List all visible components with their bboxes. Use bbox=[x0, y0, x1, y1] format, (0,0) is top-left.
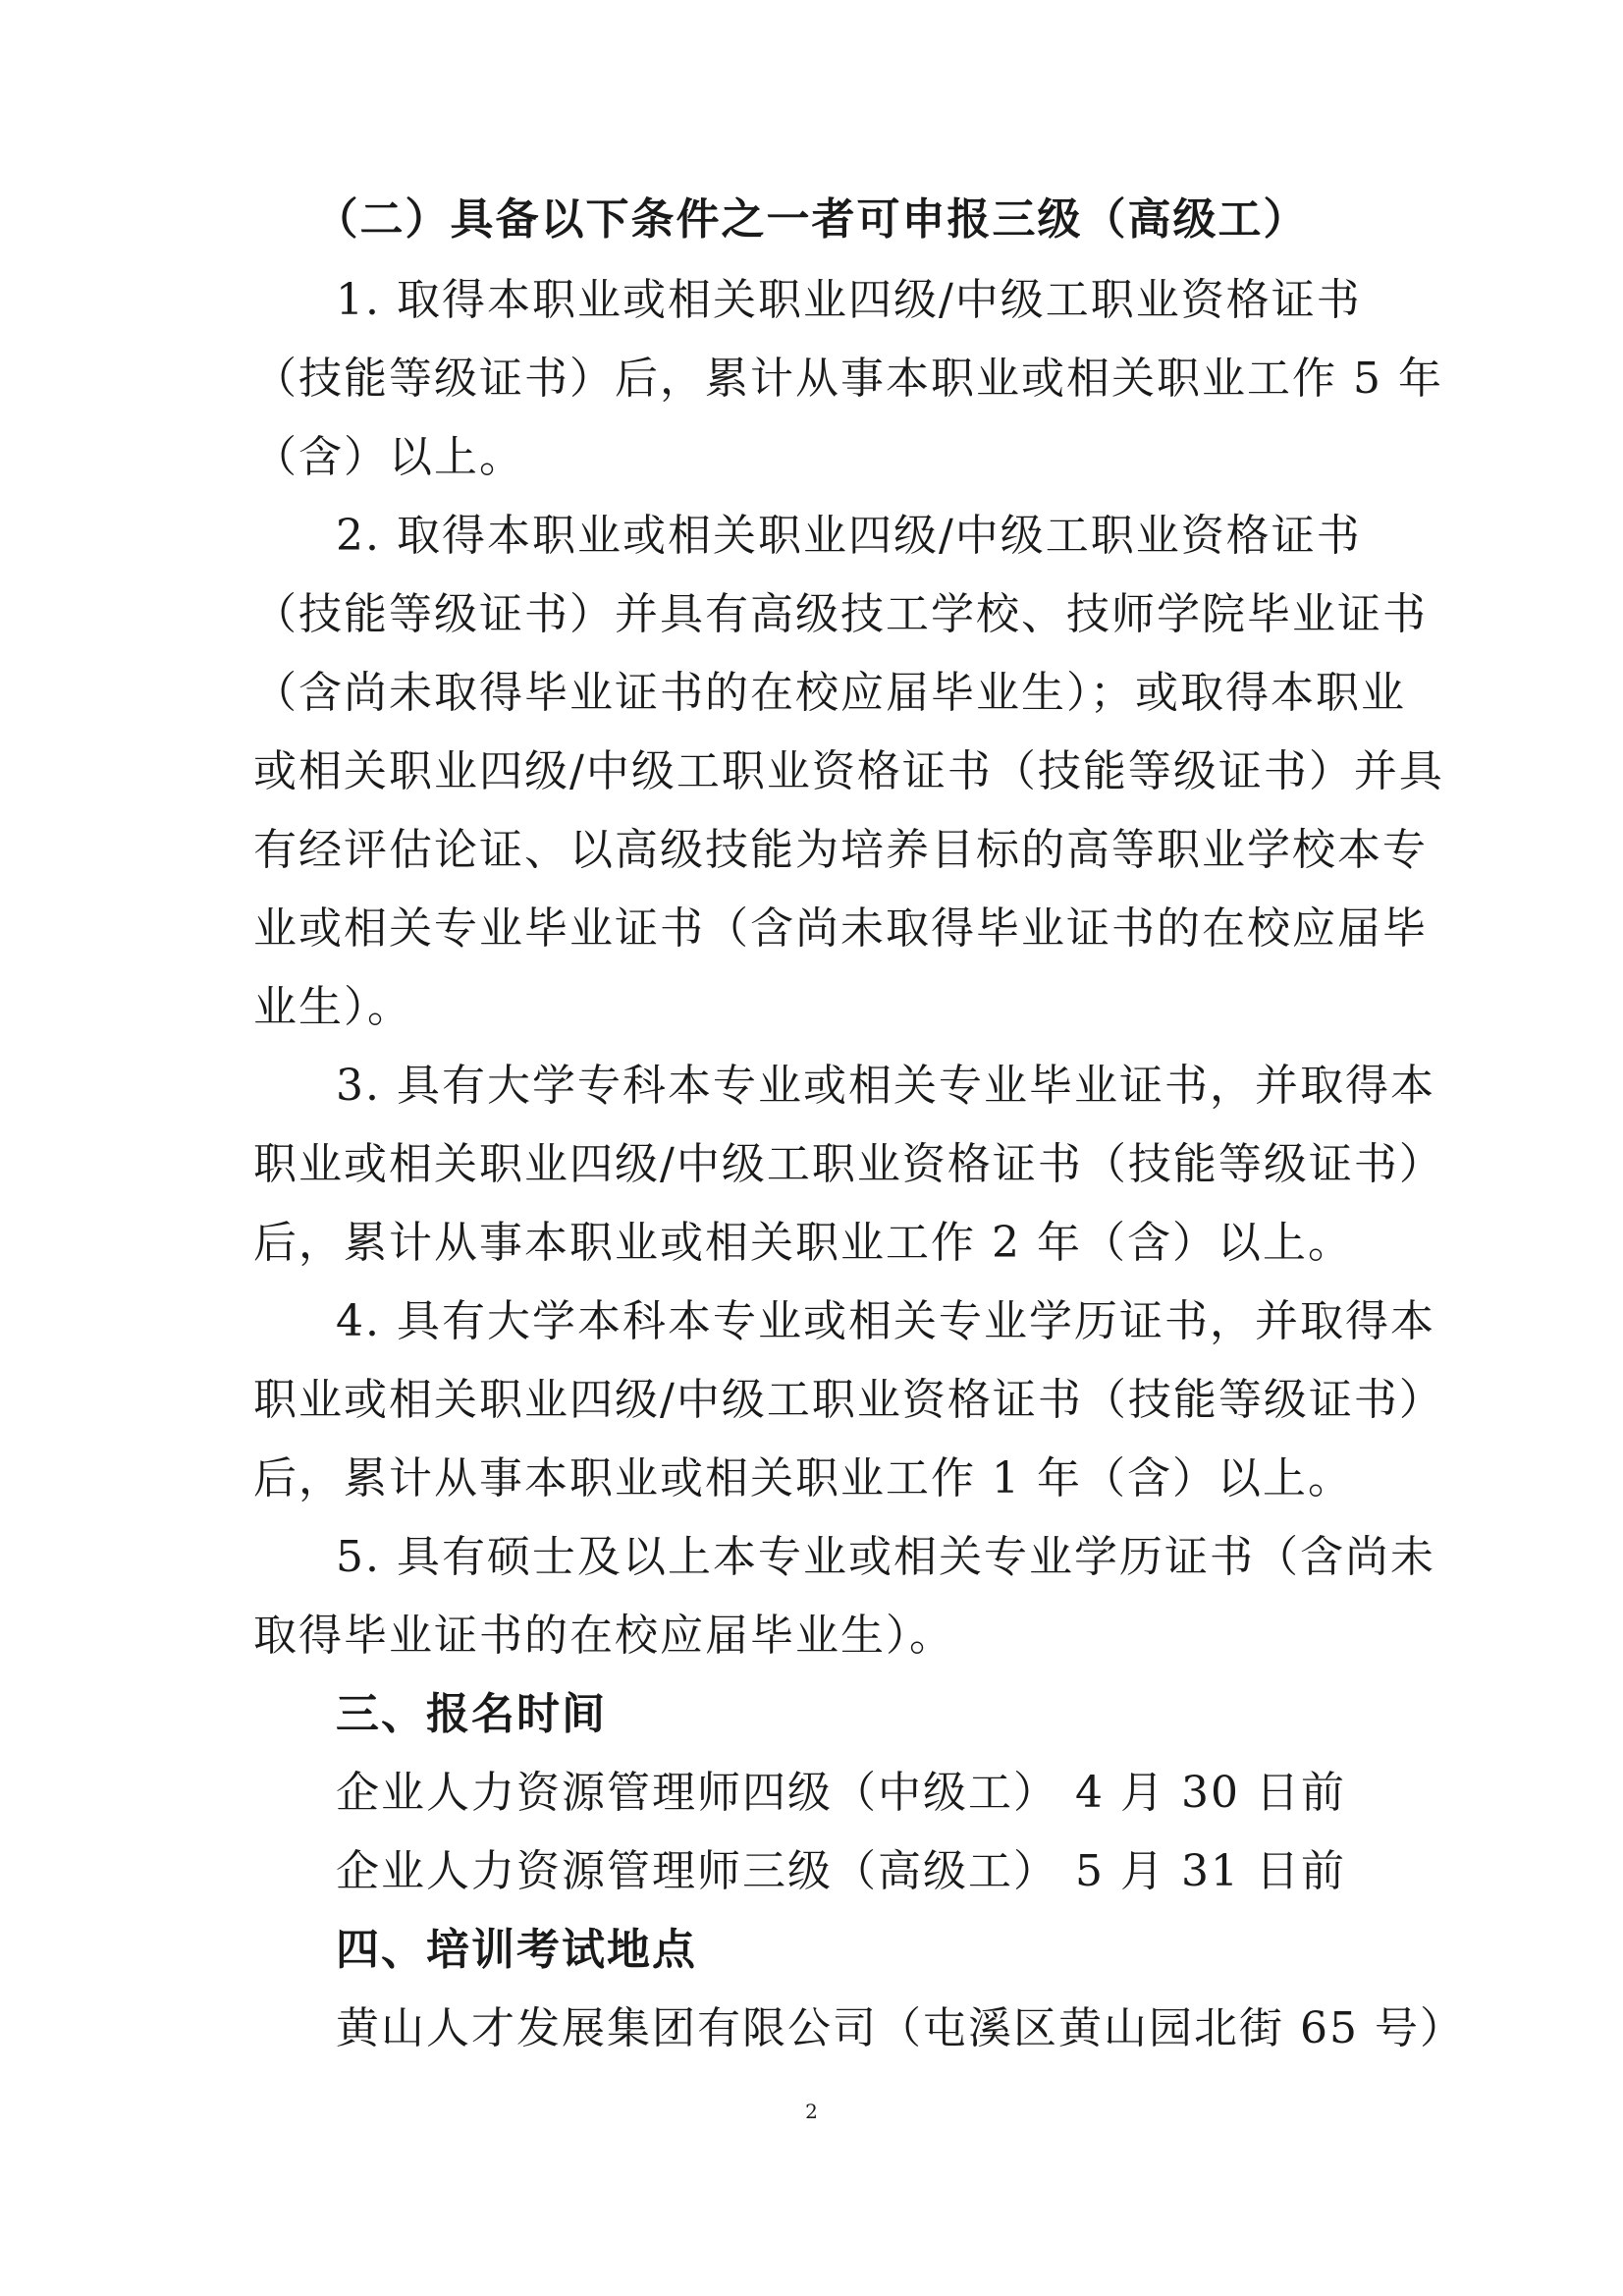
location-heading: 四、培训考试地点 bbox=[336, 1925, 697, 1975]
item-line: （含尚未取得毕业证书的在校应届毕业生）；或取得本职业 bbox=[253, 668, 1406, 718]
item-line: 业或相关专业毕业证书（含尚未取得毕业证书的在校应届毕 bbox=[253, 903, 1428, 954]
location-address: 黄山人才发展集团有限公司（屯溪区黄山园北街 65 号） bbox=[336, 2003, 1465, 2053]
item-line: （技能等级证书）后，累计从事本职业或相关职业工作 5 年 bbox=[253, 354, 1443, 404]
registration-deadline: 4 月 30 日前 bbox=[1075, 1768, 1346, 1818]
item-line: 取得毕业证书的在校应届毕业生）。 bbox=[253, 1611, 954, 1661]
item-line: 或相关职业四级/中级工职业资格证书（技能等级证书）并具 bbox=[253, 746, 1444, 796]
item-line: 有经评估论证、以高级技能为培养目标的高等职业学校本专 bbox=[253, 825, 1428, 875]
item-line: 业生）。 bbox=[253, 982, 412, 1032]
registration-level: 企业人力资源管理师三级（高级工） bbox=[336, 1846, 1058, 1896]
item-line: 3. 具有大学专科本专业或相关专业毕业证书，并取得本 bbox=[336, 1061, 1435, 1111]
item-line: 2. 取得本职业或相关职业四级/中级工职业资格证书 bbox=[336, 511, 1362, 561]
registration-level: 企业人力资源管理师四级（中级工） bbox=[336, 1768, 1058, 1818]
registration-heading: 三、报名时间 bbox=[336, 1689, 607, 1739]
item-line: 4. 具有大学本科本专业或相关专业学历证书，并取得本 bbox=[336, 1296, 1435, 1346]
item-line: 职业或相关职业四级/中级工职业资格证书（技能等级证书） bbox=[253, 1139, 1444, 1189]
item-line: 1. 取得本职业或相关职业四级/中级工职业资格证书 bbox=[336, 275, 1362, 325]
item-line: 后，累计从事本职业或相关职业工作 2 年（含）以上。 bbox=[253, 1218, 1353, 1268]
page-number: 2 bbox=[805, 2100, 818, 2123]
item-line: （含）以上。 bbox=[253, 432, 524, 482]
registration-deadline: 5 月 31 日前 bbox=[1075, 1846, 1346, 1896]
item-line: （技能等级证书）并具有高级技工学校、技师学院毕业证书 bbox=[253, 589, 1428, 639]
item-line: 后，累计从事本职业或相关职业工作 1 年（含）以上。 bbox=[253, 1453, 1353, 1503]
section-heading: （二）具备以下条件之一者可申报三级（高级工） bbox=[314, 194, 1309, 245]
item-line: 5. 具有硕士及以上本专业或相关专业学历证书（含尚未 bbox=[336, 1532, 1435, 1582]
item-line: 职业或相关职业四级/中级工职业资格证书（技能等级证书） bbox=[253, 1375, 1444, 1425]
